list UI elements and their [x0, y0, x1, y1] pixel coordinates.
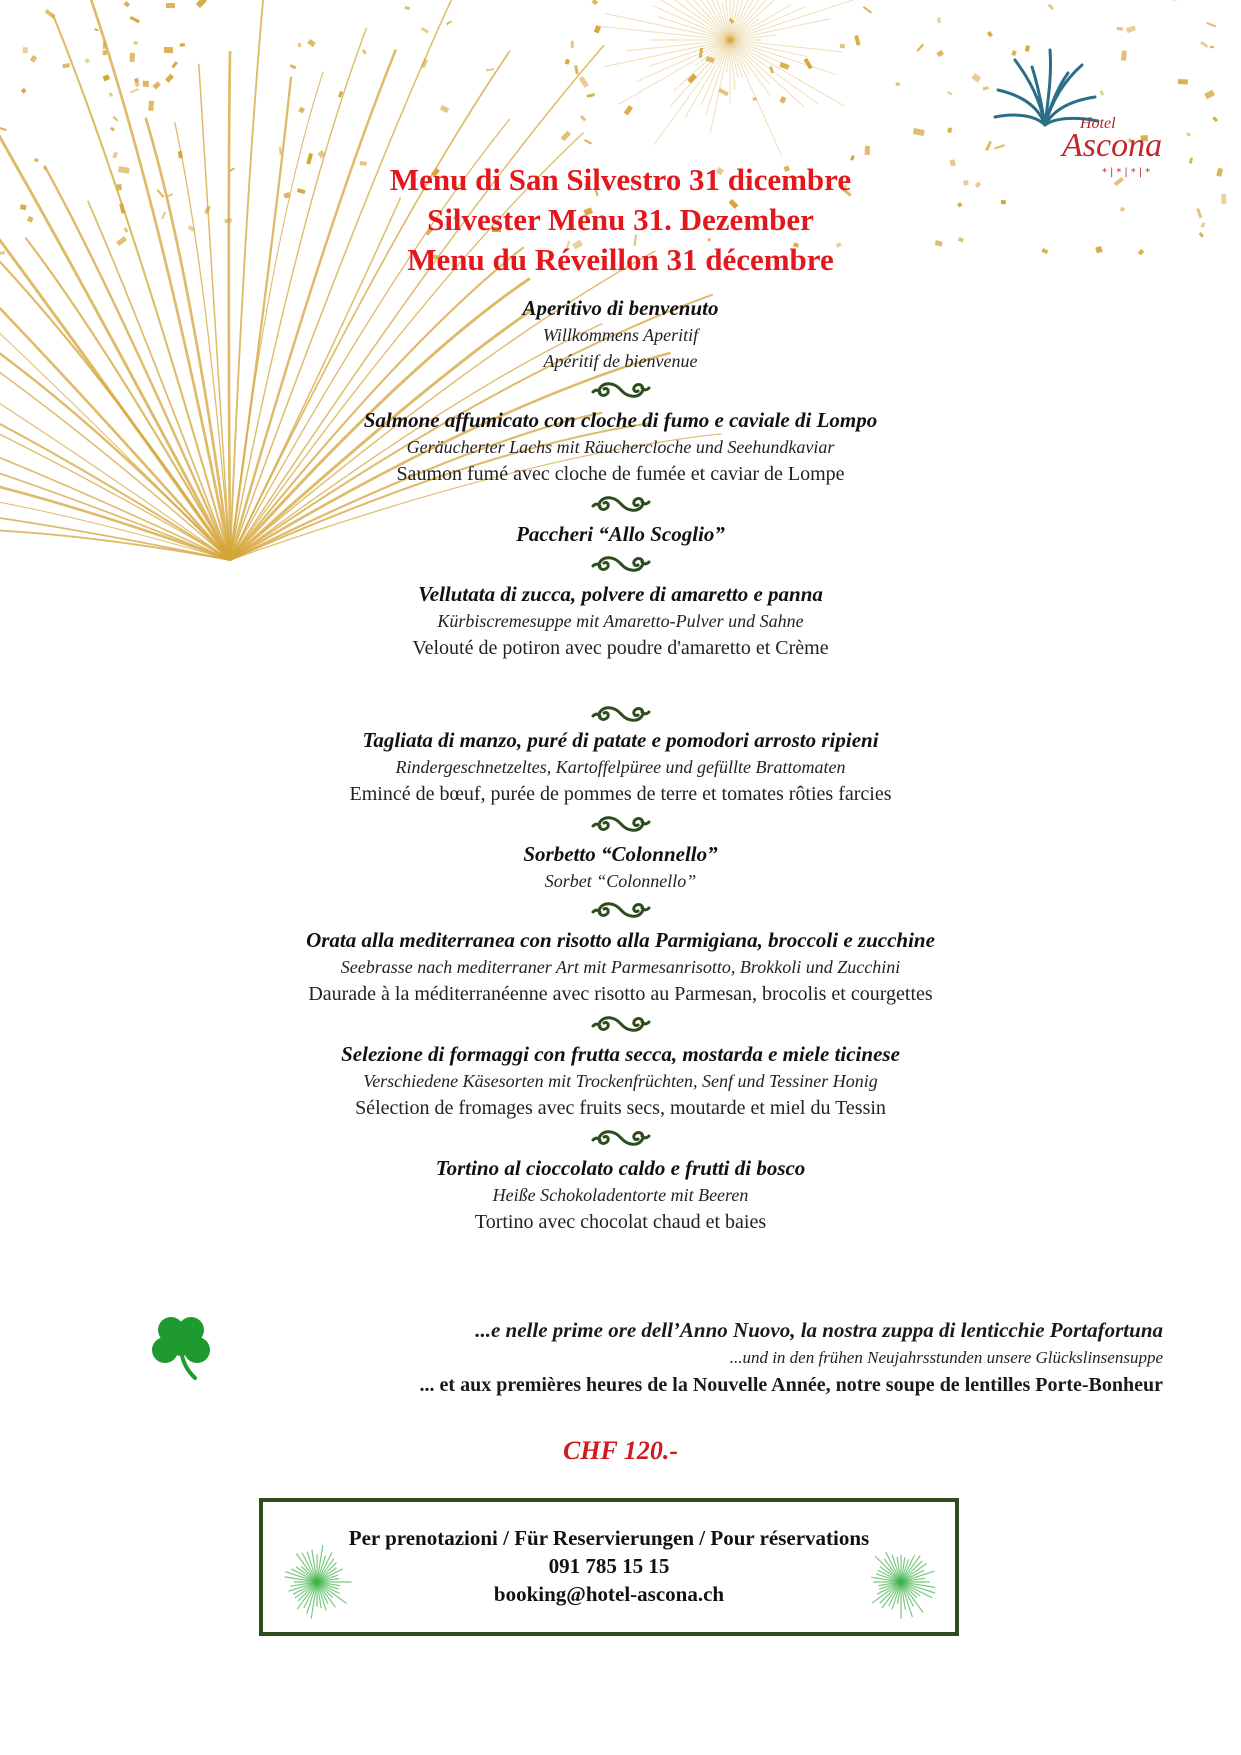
course-french: Velouté de potiron avec poudre d'amaretto et Crème: [412, 637, 829, 659]
course-german: Geräucherter Lachs mit Räuchercloche und Seehundkaviar: [406, 437, 835, 457]
ornament-icon: [590, 554, 652, 574]
menu-title-block: [0, 160, 1241, 280]
new-year-german: ...und in den frühen Neujahrsstunden unsere Glückslinsensuppe: [729, 1348, 1163, 1367]
new-year-french: ... et aux premières heures de la Nouvelle Année, notre soupe de lentilles Porte-Bonheur: [419, 1374, 1163, 1396]
booking-label: Per prenotazioni / Für Reservierungen / Pour réservations: [348, 1526, 870, 1550]
ornament-divider: [0, 1008, 1241, 1040]
booking-phone[interactable]: 091 785 15 15: [548, 1554, 670, 1578]
ornament-icon: [590, 704, 652, 724]
course-french: Daurade à la méditerranéenne avec risotto au Parmesan, brocolis et courgettes: [308, 983, 933, 1005]
course-german: Heiße Schokoladentorte mit Beeren: [492, 1185, 749, 1205]
ornament-icon: [590, 1128, 652, 1148]
course-sorbetto: [0, 840, 1241, 894]
logo-stars: *|*|*|*: [1102, 167, 1154, 178]
title-french: Menu du Réveillon 31 décembre: [407, 242, 834, 277]
course-italian: Aperitivo di benvenuto: [522, 296, 719, 320]
course-italian: Selezione di formaggi con frutta secca, mostarda e miele ticinese: [341, 1042, 900, 1066]
course-vellutata: [0, 580, 1241, 662]
course-french: Tortino avec chocolat chaud et baies: [474, 1211, 767, 1233]
logo-name: Ascona: [1062, 127, 1163, 164]
course-aperitivo: [0, 294, 1241, 374]
course-german: Kürbiscremesuppe mit Amaretto-Pulver und Sahne: [437, 611, 804, 631]
course-italian: Orata alla mediterranea con risotto alla Parmigiana, broccoli e zucchine: [306, 928, 935, 952]
course-italian: Tortino al cioccolato caldo e frutti di bosco: [435, 1156, 806, 1180]
course-french: Emincé de bœuf, purée de pommes de terre et tomates rôties farcies: [349, 783, 892, 805]
course-italian: Paccheri “Allo Scoglio”: [516, 522, 725, 546]
ornament-divider: [0, 662, 1241, 726]
course-italian: Salmone affumicato con cloche di fumo e caviale di Lompo: [363, 408, 878, 432]
course-formaggi: [0, 1040, 1241, 1122]
ornament-divider: [0, 894, 1241, 926]
course-french: Saumon fumé avec cloche de fumée et caviar de Lompe: [396, 463, 845, 485]
ornament-divider: [0, 374, 1241, 406]
ornament-icon: [590, 494, 652, 514]
course-german: Rindergeschnetzeltes, Kartoffelpüree und gefüllte Brattomaten: [395, 757, 846, 777]
ornament-icon: [590, 900, 652, 920]
ornament-icon: [590, 1014, 652, 1034]
course-italian: Sorbetto “Colonnello”: [523, 842, 718, 866]
ornament-divider: [0, 1122, 1241, 1154]
course-tagliata: [0, 726, 1241, 808]
logo-hotel-text: Hotel: [1080, 115, 1116, 132]
ornament-divider: [0, 488, 1241, 520]
clover-icon: [145, 1310, 217, 1382]
course-german: Willkommens Aperitif: [542, 325, 699, 345]
course-paccheri: [0, 520, 1241, 548]
booking-box: [259, 1498, 959, 1636]
course-french: Sélection de fromages avec fruits secs, moutarde et miel du Tessin: [355, 1097, 886, 1119]
title-italian: Menu di San Silvestro 31 dicembre: [389, 162, 852, 197]
ornament-icon: [590, 814, 652, 834]
course-german: Seebrasse nach mediterraner Art mit Parmesanrisotto, Brokkoli und Zucchini: [340, 957, 901, 977]
ornament-divider: [0, 808, 1241, 840]
new-year-italian: ...e nelle prime ore dell’Anno Nuovo, la nostra zuppa di lenticchie Portafortuna: [475, 1318, 1163, 1342]
course-italian: Vellutata di zucca, polvere di amaretto e panna: [418, 582, 823, 606]
course-french: Apéritif de bienvenue: [543, 351, 698, 371]
course-salmone: [0, 406, 1241, 488]
course-orata: [0, 926, 1241, 1008]
menu-price: CHF 120.-: [562, 1436, 679, 1465]
course-tortino: [0, 1154, 1241, 1236]
ornament-divider: [0, 548, 1241, 580]
course-italian: Tagliata di manzo, puré di patate e pomodori arrosto ripieni: [362, 728, 879, 752]
menu-courses: [0, 294, 1241, 1236]
course-german: Sorbet “Colonnello”: [544, 871, 697, 891]
title-german: Silvester Menu 31. Dezember: [427, 202, 814, 237]
course-german: Verschiedene Käsesorten mit Trockenfrüchten, Senf und Tessiner Honig: [363, 1071, 878, 1091]
ornament-icon: [590, 380, 652, 400]
booking-email[interactable]: booking@hotel-ascona.ch: [493, 1582, 725, 1606]
